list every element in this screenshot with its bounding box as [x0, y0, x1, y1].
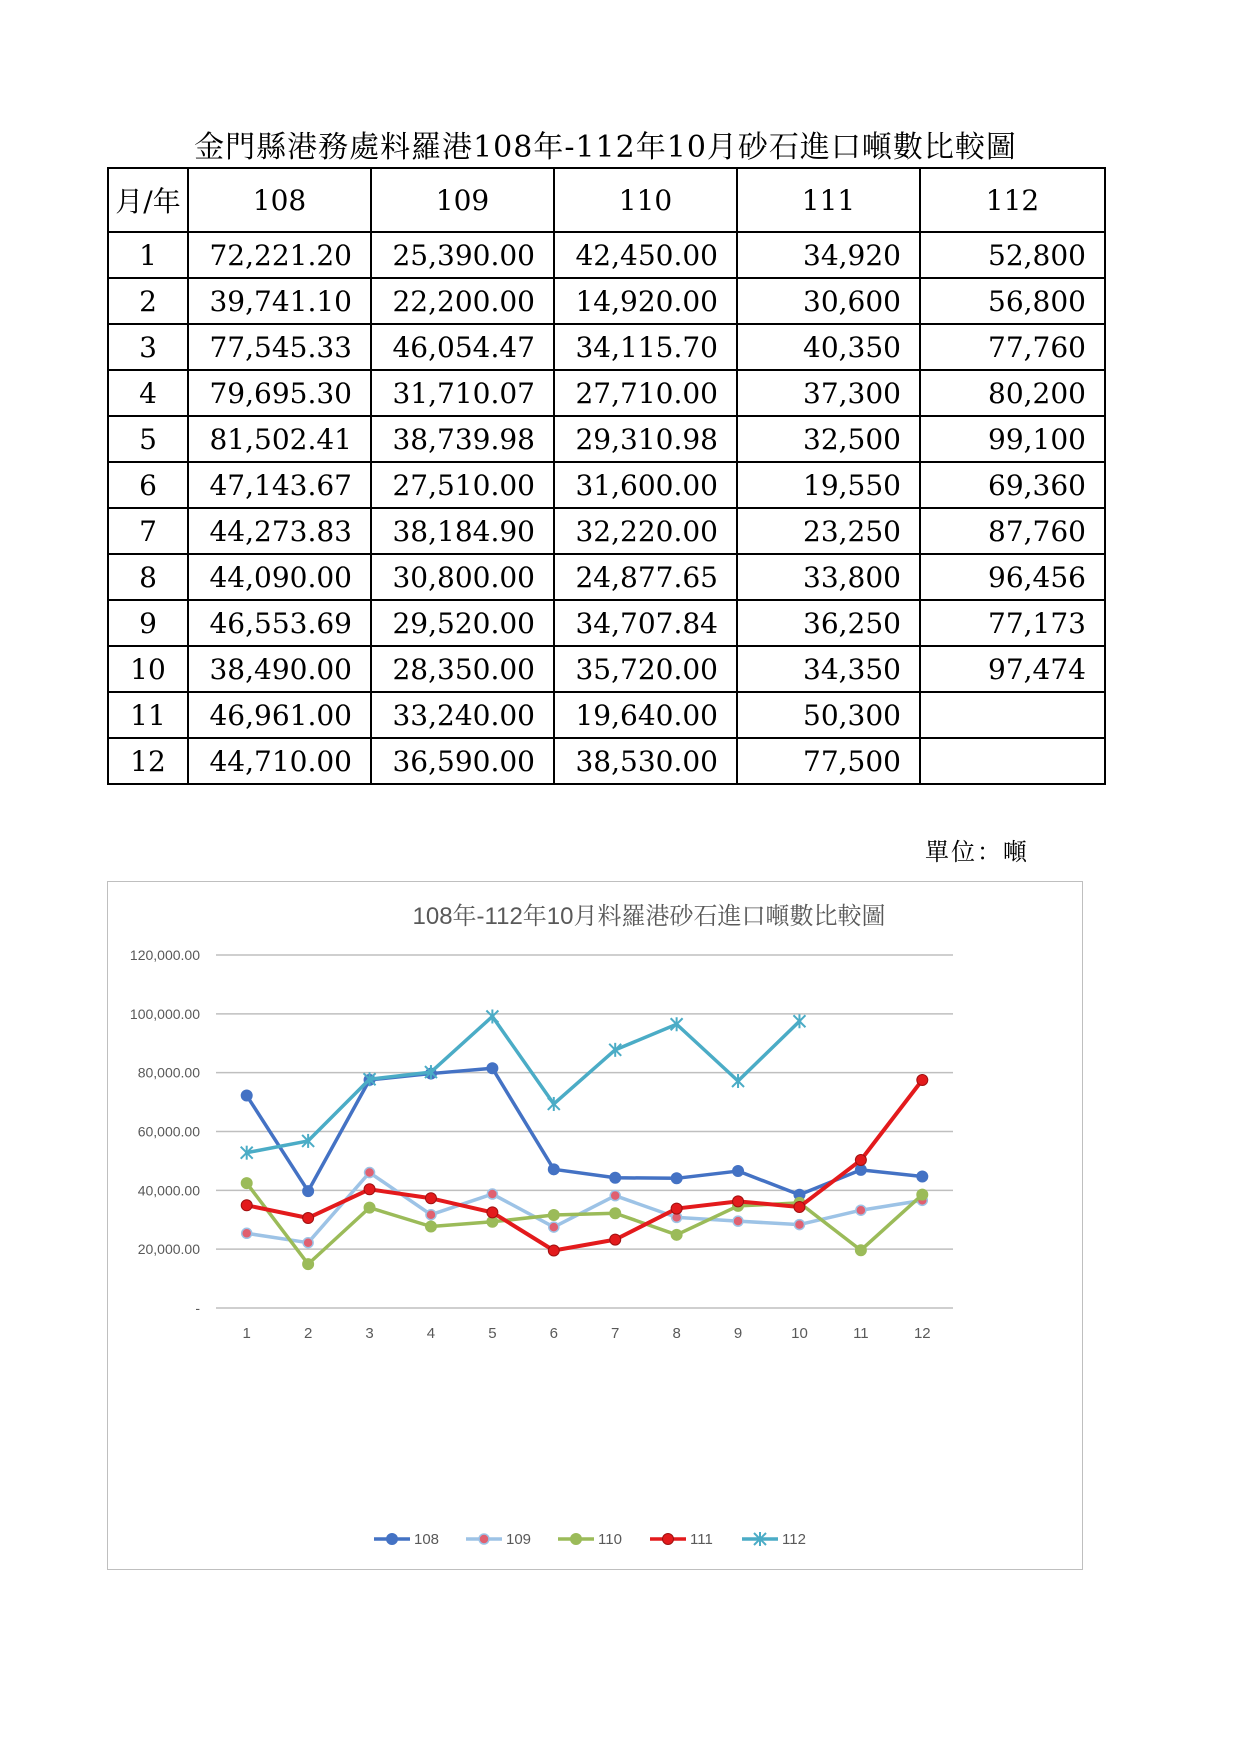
data-point-108 — [671, 1173, 682, 1184]
table-row — [108, 324, 1105, 370]
value-cell: 87,760 — [920, 508, 1105, 554]
data-point-108 — [303, 1186, 314, 1197]
year-header: 109 — [371, 168, 554, 232]
data-point-109 — [487, 1189, 497, 1199]
x-tick-label: 1 — [242, 1325, 251, 1342]
value-cell: 79,695.30 — [188, 370, 371, 416]
data-point-108 — [917, 1171, 928, 1182]
x-tick-label: 4 — [426, 1325, 436, 1342]
series-109 — [242, 1168, 928, 1248]
x-tick-label: 8 — [672, 1325, 681, 1342]
value-cell: 77,500 — [737, 738, 920, 784]
legend-item-109 — [466, 1531, 531, 1548]
value-cell: 34,920 — [737, 232, 920, 278]
value-cell: 33,240.00 — [371, 692, 554, 738]
value-cell: 52,800 — [920, 232, 1105, 278]
data-point-110 — [855, 1245, 866, 1256]
page-title: 金門縣港務處料羅港108年-112年10月砂石進口噸數比較圖 — [194, 130, 1017, 165]
data-point-112 — [793, 1014, 805, 1028]
x-tick-label: 9 — [733, 1325, 743, 1342]
data-point-111 — [425, 1193, 436, 1204]
value-cell: 22,200.00 — [371, 278, 554, 324]
value-cell: 96,456 — [920, 554, 1105, 600]
legend-marker — [387, 1534, 398, 1545]
value-cell — [920, 738, 1105, 784]
line-chart — [108, 882, 1084, 1571]
data-point-108 — [733, 1166, 744, 1177]
data-point-111 — [241, 1200, 252, 1211]
series-110 — [241, 1178, 928, 1270]
data-point-110 — [303, 1259, 314, 1270]
value-cell: 27,710.00 — [554, 370, 737, 416]
legend-marker — [663, 1534, 674, 1545]
data-point-108 — [487, 1063, 498, 1074]
x-tick-label: 7 — [611, 1325, 620, 1342]
month-cell: 9 — [108, 600, 188, 646]
data-point-110 — [425, 1221, 436, 1232]
value-cell: 34,707.84 — [554, 600, 737, 646]
value-cell: 50,300 — [737, 692, 920, 738]
x-tick-label: 12 — [913, 1325, 931, 1342]
value-cell: 37,300 — [737, 370, 920, 416]
corner-header: 月/年 — [108, 168, 188, 232]
data-point-110 — [610, 1208, 621, 1219]
table-row — [108, 738, 1105, 784]
x-tick-label: 6 — [549, 1325, 558, 1342]
value-cell: 44,090.00 — [188, 554, 371, 600]
data-point-111 — [610, 1234, 621, 1245]
data-point-108 — [610, 1172, 621, 1183]
value-cell: 31,600.00 — [554, 462, 737, 508]
value-cell: 72,221.20 — [188, 232, 371, 278]
table-header-row — [108, 168, 1105, 232]
y-tick-label: 20,000.00 — [137, 1241, 200, 1258]
data-point-109 — [365, 1168, 375, 1178]
data-point-109 — [549, 1222, 559, 1232]
month-cell: 7 — [108, 508, 188, 554]
value-cell: 31,710.07 — [371, 370, 554, 416]
data-point-111 — [364, 1184, 375, 1195]
data-point-108 — [548, 1164, 559, 1175]
value-cell: 36,250 — [737, 600, 920, 646]
month-cell: 6 — [108, 462, 188, 508]
value-cell: 99,100 — [920, 416, 1105, 462]
table-row — [108, 692, 1105, 738]
series-line-109 — [247, 1173, 923, 1243]
value-cell: 81,502.41 — [188, 416, 371, 462]
unit-note: 單位：噸 — [925, 838, 1029, 866]
legend-item-110 — [558, 1531, 622, 1548]
value-cell: 32,500 — [737, 416, 920, 462]
value-cell: 30,600 — [737, 278, 920, 324]
value-cell: 46,054.47 — [371, 324, 554, 370]
data-point-111 — [794, 1201, 805, 1212]
x-tick-label: 5 — [488, 1325, 497, 1342]
data-point-111 — [917, 1075, 928, 1086]
value-cell: 23,250 — [737, 508, 920, 554]
data-point-109 — [733, 1216, 743, 1226]
table-row — [108, 278, 1105, 324]
month-cell: 1 — [108, 232, 188, 278]
y-tick-label: 100,000.00 — [129, 1005, 200, 1022]
value-cell: 69,360 — [920, 462, 1105, 508]
legend-label: 112 — [782, 1531, 806, 1548]
y-tick-label: 40,000.00 — [137, 1182, 200, 1199]
value-cell: 38,530.00 — [554, 738, 737, 784]
y-tick-label: - — [195, 1300, 200, 1316]
month-cell: 3 — [108, 324, 188, 370]
value-cell: 56,800 — [920, 278, 1105, 324]
data-point-112 — [486, 1009, 498, 1023]
data-point-109 — [242, 1228, 252, 1238]
value-cell: 77,173 — [920, 600, 1105, 646]
value-cell: 44,273.83 — [188, 508, 371, 554]
value-cell: 29,310.98 — [554, 416, 737, 462]
value-cell: 34,115.70 — [554, 324, 737, 370]
y-tick-label: 60,000.00 — [137, 1123, 200, 1140]
year-header: 112 — [920, 168, 1105, 232]
year-header: 111 — [737, 168, 920, 232]
data-point-111 — [548, 1245, 559, 1256]
year-header: 108 — [188, 168, 371, 232]
legend-marker — [571, 1534, 582, 1545]
y-tick-label: 80,000.00 — [137, 1064, 200, 1081]
value-cell: 46,553.69 — [188, 600, 371, 646]
table-row — [108, 554, 1105, 600]
value-cell: 42,450.00 — [554, 232, 737, 278]
legend-item-112 — [742, 1531, 806, 1548]
series-line-112 — [247, 1016, 800, 1152]
data-point-112 — [732, 1074, 744, 1088]
data-point-111 — [855, 1155, 866, 1166]
value-cell: 32,220.00 — [554, 508, 737, 554]
data-point-110 — [671, 1229, 682, 1240]
value-cell: 46,961.00 — [188, 692, 371, 738]
month-cell: 2 — [108, 278, 188, 324]
x-tick-label: 11 — [853, 1325, 869, 1342]
value-cell: 33,800 — [737, 554, 920, 600]
value-cell: 24,877.65 — [554, 554, 737, 600]
value-cell: 38,739.98 — [371, 416, 554, 462]
legend-item-108 — [374, 1531, 439, 1548]
value-cell: 47,143.67 — [188, 462, 371, 508]
x-tick-label: 2 — [303, 1325, 313, 1342]
table-row — [108, 370, 1105, 416]
value-cell: 40,350 — [737, 324, 920, 370]
table-row — [108, 600, 1105, 646]
month-cell: 8 — [108, 554, 188, 600]
y-tick-label: 120,000.00 — [129, 947, 200, 963]
legend-marker — [479, 1534, 489, 1544]
value-cell — [920, 692, 1105, 738]
value-cell: 19,640.00 — [554, 692, 737, 738]
table-row — [108, 232, 1105, 278]
value-cell: 38,184.90 — [371, 508, 554, 554]
data-point-110 — [548, 1210, 559, 1221]
month-cell: 5 — [108, 416, 188, 462]
data-point-111 — [487, 1207, 498, 1218]
data-point-109 — [303, 1238, 313, 1248]
table-row — [108, 646, 1105, 692]
value-cell: 14,920.00 — [554, 278, 737, 324]
data-point-111 — [733, 1196, 744, 1207]
value-cell: 77,760 — [920, 324, 1105, 370]
legend-label: 110 — [598, 1531, 622, 1548]
value-cell: 28,350.00 — [371, 646, 554, 692]
table-row — [108, 416, 1105, 462]
value-cell: 29,520.00 — [371, 600, 554, 646]
value-cell: 39,741.10 — [188, 278, 371, 324]
value-cell: 35,720.00 — [554, 646, 737, 692]
month-cell: 4 — [108, 370, 188, 416]
tonnage-table — [107, 167, 1106, 785]
month-cell: 11 — [108, 692, 188, 738]
value-cell: 25,390.00 — [371, 232, 554, 278]
line-chart-panel — [107, 881, 1083, 1570]
legend-label: 109 — [506, 1531, 532, 1548]
data-point-108 — [241, 1090, 252, 1101]
series-112 — [241, 1009, 806, 1159]
table-row — [108, 508, 1105, 554]
value-cell: 44,710.00 — [188, 738, 371, 784]
series-line-111 — [247, 1080, 923, 1250]
value-cell: 27,510.00 — [371, 462, 554, 508]
data-point-110 — [917, 1189, 928, 1200]
legend-item-111 — [650, 1531, 713, 1548]
month-cell: 10 — [108, 646, 188, 692]
value-cell: 77,545.33 — [188, 324, 371, 370]
legend-label: 108 — [414, 1531, 440, 1548]
year-header: 110 — [554, 168, 737, 232]
value-cell: 34,350 — [737, 646, 920, 692]
data-point-110 — [364, 1202, 375, 1213]
data-point-111 — [303, 1212, 314, 1223]
legend-label: 111 — [690, 1531, 713, 1548]
month-cell: 12 — [108, 738, 188, 784]
value-cell: 19,550 — [737, 462, 920, 508]
data-point-111 — [671, 1203, 682, 1214]
data-point-109 — [610, 1191, 620, 1201]
x-tick-label: 10 — [791, 1325, 808, 1342]
data-point-109 — [426, 1210, 436, 1220]
value-cell: 97,474 — [920, 646, 1105, 692]
chart-title: 108年-112年10月料羅港砂石進口噸數比較圖 — [412, 903, 886, 930]
value-cell: 36,590.00 — [371, 738, 554, 784]
data-point-109 — [794, 1220, 804, 1230]
data-point-110 — [241, 1178, 252, 1189]
data-point-109 — [856, 1205, 866, 1215]
value-cell: 38,490.00 — [188, 646, 371, 692]
value-cell: 80,200 — [920, 370, 1105, 416]
value-cell: 30,800.00 — [371, 554, 554, 600]
data-point-112 — [548, 1097, 560, 1111]
x-tick-label: 3 — [365, 1325, 374, 1342]
table-row — [108, 462, 1105, 508]
